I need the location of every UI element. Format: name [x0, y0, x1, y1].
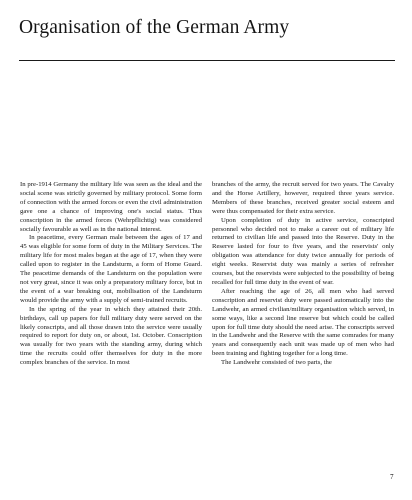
right-paragraph-3: After reaching the age of 26, all men who had served conscription and reservist duty were passed automatically into the Landwehr, an armed civilian/military organisation which served, in some ways, like a second line reserve but which could be called upon for full time duty should the need arise. The conscripts served in the Landwehr and the Reserve with the same comrades for many years and consequently each unit was made up of men who had been training and fighting together for a long time. — [212, 287, 394, 358]
left-paragraph-2: In peacetime, every German male between the ages of 17 and 45 was eligible for some form of duty in the Military Services. The military life for most males began at the age of 17, when they were called upon to register in the Landsturm, a form of Home Guard. The peacetime demands of the Landsturm on the population were not very great, since it was only a preparatory military force, but in the event of a war breaking out, mobilisation of the Landsturm would provide the army with a supply of semi-trained recruits. — [20, 234, 202, 304]
left-paragraph-3: In the spring of the year in which they attained their 20th. birthdays, call up papers for full military duty were served on the likely conscripts, and all those drawn into the service were usually required to report for duty on, or about, 1st. October. Conscription was usually for two years with the standing army, during which time the recruits could offer themselves for duty in the more complex branches of the service. In most — [20, 305, 202, 367]
page-title: Organisation of the German Army — [19, 17, 290, 38]
left-paragraph-1: In pre-1914 Germany the military life was seen as the ideal and the social scene was strictly governed by military protocol. Some form of connection with the armed forces or even the civil administration gave one a chance of improving one's social status. Thus conscription in the armed forces (Wehrpflichtig) was considered socially favourable as well as in the national interest. — [20, 181, 202, 233]
right-column — [212, 181, 394, 368]
title-rule — [19, 60, 395, 61]
right-paragraph-2: Upon completion of duty in active service, conscripted personnel who decided not to make a career out of military life returned to civilian life and passed into the Reserve. Duty in the Reserve lasted for four to five years, and the reservists' only obligation was attendance for duty twice annually for periods of eight weeks. Reservist duty was mainly a series of refresher courses, but the reservists were subjected to the possibility of being recalled for full time duty in the event of war. — [212, 216, 394, 286]
page-number: 7 — [390, 473, 394, 481]
left-column — [20, 181, 202, 368]
right-paragraph-4: The Landwehr consisted of two parts, the — [221, 359, 332, 367]
right-paragraph-1: branches of the army, the recruit served for two years. The Cavalry and the Horse Artillery, however, required three years service. Members of these branches, received greater social esteem and were thus compensated for their extra service. — [212, 181, 394, 215]
